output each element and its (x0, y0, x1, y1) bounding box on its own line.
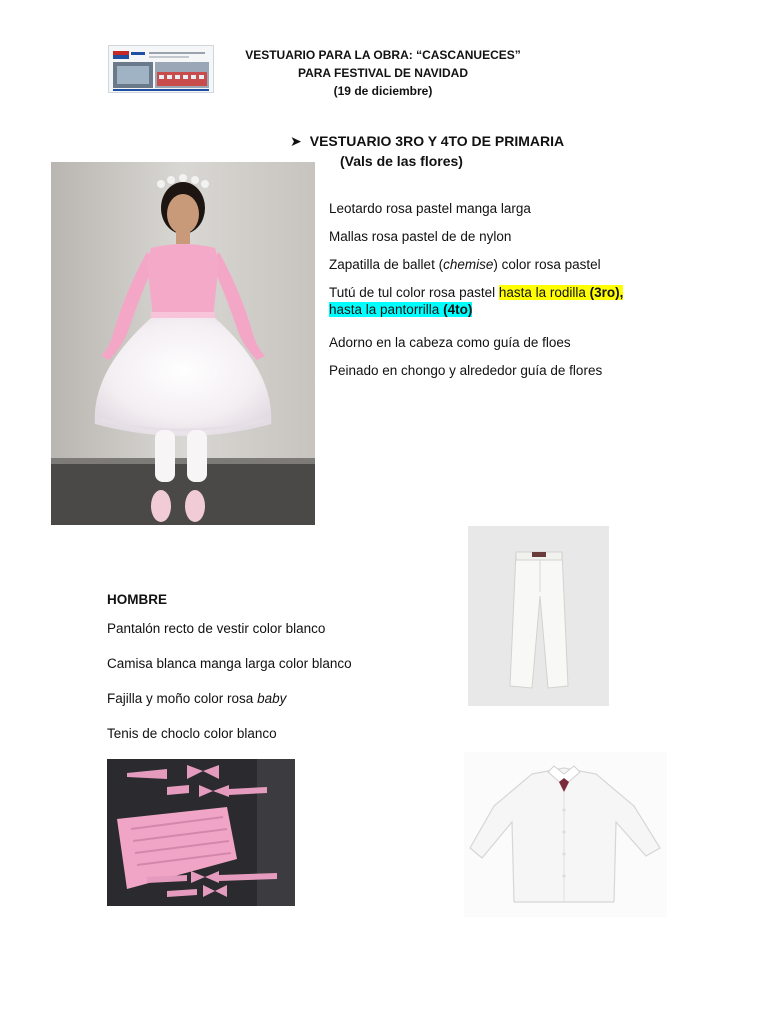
list-item (107, 690, 352, 707)
tutu-hl2-bold: (4to) (443, 302, 473, 317)
tights-text: Mallas rosa pastel de de nylon (329, 229, 512, 244)
title-line-3: (19 de diciembre) (333, 84, 433, 98)
list-item (329, 362, 749, 379)
boys-costume-list (107, 620, 352, 760)
girls-costume-list (329, 200, 749, 390)
list-item (329, 284, 749, 318)
tutu-text-prefix: Tutú de tul color rosa pastel (329, 285, 499, 300)
arrowhead-bullet-icon: ➤ (290, 133, 302, 149)
hairstyle-text: Peinado en chongo y alrededor guía de flores (329, 363, 603, 378)
document-title (230, 46, 536, 100)
shoes-text-suffix: ) color rosa pastel (493, 257, 601, 272)
girls-section-subheading: (Vals de las flores) (340, 153, 463, 169)
list-item (107, 620, 352, 637)
title-line-2: PARA FESTIVAL DE NAVIDAD (297, 66, 468, 80)
title-line-1: VESTUARIO PARA LA OBRA: “CASCANUECES” (245, 48, 521, 62)
list-item (107, 655, 352, 672)
boys-section-heading: HOMBRE (107, 592, 167, 607)
pants-text: Pantalón recto de vestir color blanco (107, 621, 326, 636)
shoes-text-italic: chemise (443, 257, 494, 272)
list-item (329, 334, 749, 351)
tutu-hl1-bold: (3ro), (589, 285, 624, 300)
tutu-highlight-3ro (499, 285, 624, 300)
school-logo (108, 45, 214, 93)
white-pants-photo (468, 526, 609, 706)
tutu-hl1-text: hasta la rodilla (498, 285, 590, 300)
list-item (329, 256, 749, 273)
girls-heading-text: VESTUARIO 3RO Y 4TO DE PRIMARIA (309, 133, 565, 149)
pink-bowtie-sash-photo (107, 759, 295, 906)
sash-text-italic: baby (257, 691, 287, 706)
girls-section-heading (290, 133, 564, 150)
list-item (329, 228, 749, 245)
leotard-text: Leotardo rosa pastel manga larga (329, 201, 531, 216)
sash-text-prefix: Fajilla y moño color rosa (107, 691, 258, 706)
white-shirt-photo (464, 752, 667, 917)
girl-ballet-costume-photo (51, 162, 315, 525)
tutu-hl2-text: hasta la pantorrilla (329, 302, 444, 317)
headpiece-text: Adorno en la cabeza como guía de floes (329, 335, 571, 350)
list-item (107, 725, 352, 742)
shoes-text-prefix: Zapatilla de ballet ( (329, 257, 444, 272)
boys-shoes-text: Tenis de choclo color blanco (107, 726, 277, 741)
list-item (329, 200, 749, 217)
shirt-text: Camisa blanca manga larga color blanco (107, 656, 352, 671)
tutu-highlight-4to (329, 302, 472, 317)
